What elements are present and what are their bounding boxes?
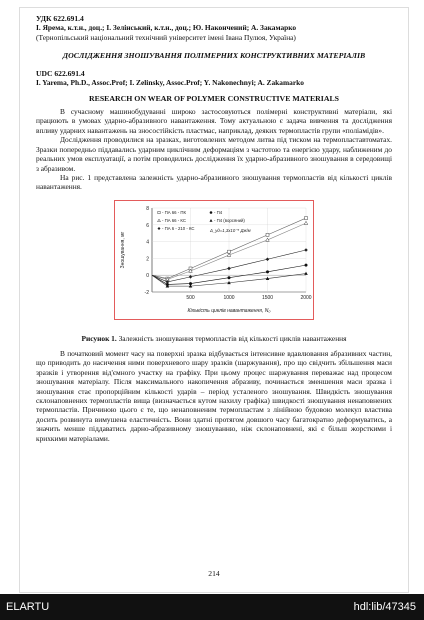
x-axis-label: Кількість циклів навантаження, N₀ <box>187 307 271 314</box>
authors-ua: І. Яpема, к.т.н., доц.; І. Зелінський, к.т.н., доц.; Ю. Накончений; А. Закамарко <box>36 23 297 33</box>
title-en: RESEARCH ON WEAR OF POLYMER CONSTRUCTIVE MATERIALS <box>89 93 339 103</box>
x-tick-label: 500 <box>186 294 195 301</box>
legend-entry: - ПА 66 - КС <box>162 217 186 223</box>
legend-entry: - ПА 6 - 210 - КС <box>162 225 195 231</box>
wear-chart <box>114 200 314 320</box>
title-ua: ДОСЛІДЖЕННЯ ЗНОШУВАННЯ ПОЛІМЕРНИХ КОНСТРУКТИВНИХ МАТЕРІАЛІВ <box>62 50 366 60</box>
data-point <box>266 233 269 236</box>
y-tick-label: 4 <box>146 239 149 246</box>
x-tick-label: 1500 <box>261 294 274 301</box>
y-tick-label: 8 <box>146 205 149 212</box>
udk-ua: УДК 622.691.4 <box>36 14 84 23</box>
figure-caption <box>36 334 392 343</box>
legend-marker <box>158 211 160 213</box>
footer-left-label: ELARTU <box>6 601 50 613</box>
page-content <box>36 12 392 443</box>
legend-entry: - П4 <box>214 209 223 215</box>
footer-bar <box>0 594 424 620</box>
paragraph-2: Дослідження проводилися на зразках, виготовлених методом литва під тиском на термопластавтоматах. Зразки попередньо піддавались ударним циклічним деформаціям з частотою та енергією удару, наближеним до реальних умов експлуатації, а потім проводились дослідження їх ударно-абразивного зношування в середовищі з абразивом. <box>36 135 392 173</box>
affiliation-ua: (Тернопільський національний технічний університет імені Івана Пулюя, Україна) <box>36 32 296 42</box>
paragraph-3: На рис. 1 представлена залежність ударно-абразивного зношування термопластів від кількості циклів навантаження. <box>36 172 392 192</box>
legend-entry: - ПА 66 - ПК <box>162 209 186 215</box>
y-tick-label: 0 <box>146 272 149 279</box>
y-tick-label: 2 <box>146 256 149 263</box>
paragraph-1: В сучасному машинобудуванні широко застосовуються полімерні конструктивні матеріали, які працюють в умовах ударно-абразивного навантаження. Тому актуальною є задача вивчення та дослідження впливу ударних навантажень на зносостійкість пластмас, наприклад, деяких термопластів групи «поліамідів». <box>36 107 392 135</box>
data-point <box>228 250 231 253</box>
data-point <box>266 270 269 273</box>
footer-handle: hdl:lib/47345 <box>353 601 416 613</box>
authors-en: I. Yarema, Ph.D., Assoc.Prof; I. Zelinsky, Assoc.Prof; Y. Nakonechnyi; A. Zakamarko <box>36 78 304 88</box>
paragraph-4: В початковий момент часу на поверхні зразка відбувається інтенсивне вдавлювання абразивних частин, що приводить до насичення ними поверхневого шару зразків (шаржування), про що свідчить збільшення маси зразків і утворення від'ємного участку на графіку. При цьому процес шаржування переважає над процесом зношування матеріалу. Після максимального накопичення абразиву, починається зменшення маси зразка і зношування стає пропорційним кількості ударів – період усталеного зношування. Швидкість зношування склонаповнених термопластів вища (визначається кутом нахилу графіка) швидкості зношування ненаповнених термопластів. Причиною цього є те, що ненаповненим термопластам з лінійною будовою молекул властива досить розвинута вимушена еластичність. Вони здатні протягом довшого часу багатократно деформуватись, а значить менше піддаватись дарно-абразивному зношуванню, ніж склонаповнені, які є більш жорсткими і крихкими матеріалами. <box>36 349 392 443</box>
figure-1 <box>36 200 392 330</box>
data-point <box>305 263 308 266</box>
x-tick-label: 2000 <box>300 294 312 301</box>
x-tick-label: 1000 <box>223 294 235 301</box>
y-tick-label: -2 <box>144 289 149 296</box>
document-page <box>20 8 408 592</box>
udk-en: UDC 622.691.4 <box>36 69 85 79</box>
data-point <box>228 276 231 279</box>
page-number: 214 <box>208 569 220 578</box>
y-tick-label: 6 <box>146 222 149 229</box>
legend-entry: - П4 (ворсяний) <box>214 217 245 223</box>
data-point <box>305 216 308 219</box>
chart-annotation: Δ_уд=1,3x10⁻⁵ Дж/м <box>210 227 251 233</box>
y-axis-label: Зношування, мг <box>120 231 126 269</box>
caption-text: Залежність зношування термопластів від кількості циклів навантаження <box>116 333 347 343</box>
caption-label: Рисунок 1. <box>81 333 117 343</box>
legend-marker <box>210 211 213 214</box>
